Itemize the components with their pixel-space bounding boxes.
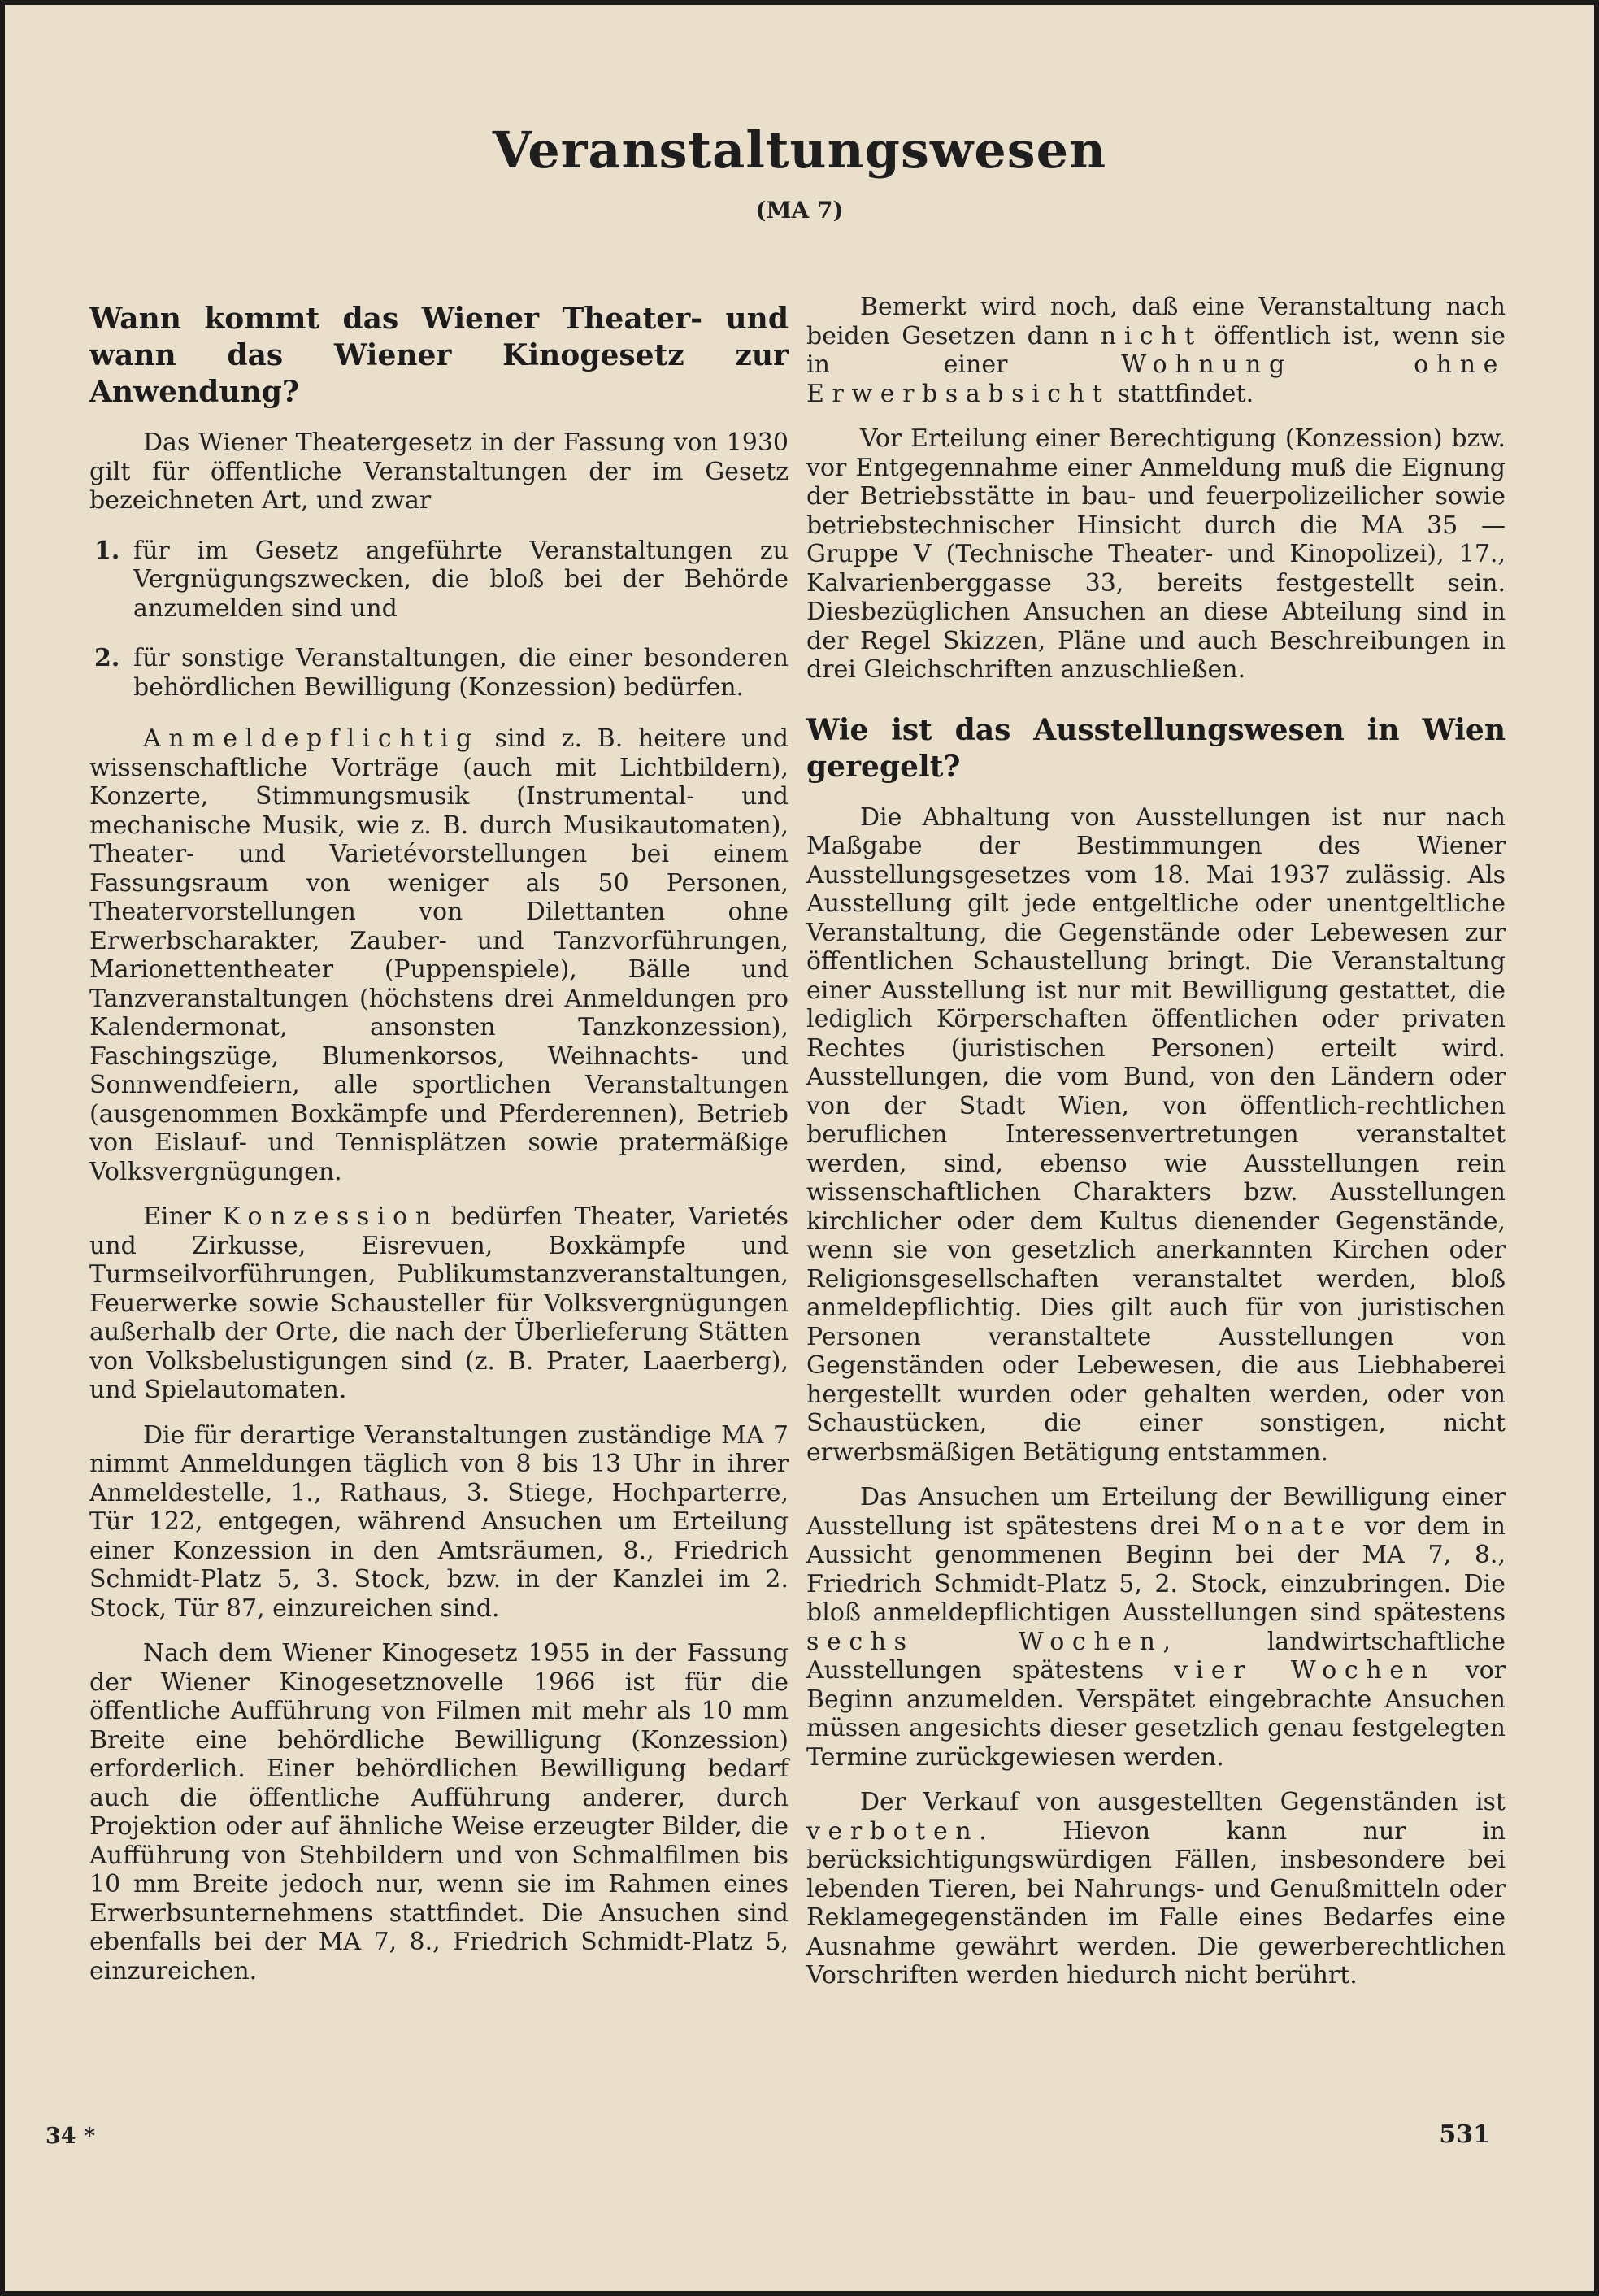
section-heading-theater-kino: Wann kommt das Wiener Theater- und wann das Wiener Kinogesetz zur Anwendung? xyxy=(89,302,789,409)
paragraph-konzession xyxy=(89,1202,789,1405)
term-anmeldepflichtig: Anmeldepflichtig xyxy=(143,724,480,753)
paragraph-ma7-contact: Die für derartige Veranstaltungen zuständige MA 7 nimmt Anmeldungen täglich von 8 bis 13 Uhr in ihrer Anmeldestelle, 1., Rathaus, 3. Stiege, Hochparterre, Tür 122, entgegen, während Ansuchen um Erteilung einer Konzession in den Amtsräumen, 8., Friedrich Schmidt-Platz 5, 3. Stock, bzw. in der Kanzlei im 2. Stock, Tür 87, einzureichen sind. xyxy=(89,1420,789,1623)
term-wohnung-ohne-erwerbsabsicht: Wohnung ohne Erwerbsabsicht xyxy=(806,350,1506,408)
paragraph-text: sind z. B. heitere und wissenschaftliche Vorträge (auch mit Lichtbildern), Konzerte, Stimmungsmusik (Instrumental- und mechanische Musik, wie z. B. durch Musikautomaten), Theater- und Varietévorstellungen bei einem Fassungsraum von weniger als 50 Personen, Theatervorstellungen von Dilettanten ohne Erwerbscharakter, Zauber- und Tanzvorführungen, Marionettentheater (Puppenspiele), Bälle und Tanzveranstaltungen (höchstens drei Anmeldungen pro Kalendermonat, ansonsten Tanzkonzession), Faschingszüge, Blumenkorsos, Weihnachts- und Sonnwendfeiern, alle sportlichen Veranstaltungen (ausgenommen Boxkämpfe und Pferderennen), Betrieb von Eislauf- und Tennisplätzen sowie pratermäßige Volksvergnügungen. xyxy=(89,724,789,1186)
term-vier-wochen: vier Wochen xyxy=(1174,1656,1436,1685)
paragraph-text: . Hievon kann nur in berücksichtigungswürdigen Fällen, insbesondere bei lebenden Tieren, bei Nahrungs- und Genußmitteln oder Reklamegegenständen im Falle eines Bedarfes eine Ausnahme gewährt werden. Die gewerberechtlichen Vorschriften werden hiedurch nicht berührt. xyxy=(806,1816,1506,1989)
paragraph-text: Bemerkt wird noch, daß eine Veranstaltung nach beiden Gesetzen dann xyxy=(806,293,1506,350)
paragraph-verkauf xyxy=(806,1788,1506,1990)
list-item-number: 2. xyxy=(94,644,120,672)
list-item-text: für im Gesetz angeführte Veranstaltungen zu Vergnügungszwecken, die bloß bei der Behörde anzumelden sind und xyxy=(133,536,789,623)
page-subtitle: (MA 7) xyxy=(755,197,844,224)
term-nicht: nicht xyxy=(1100,321,1202,350)
paragraph-text: öffentlich ist, wenn sie in einer xyxy=(806,321,1506,379)
numbered-list xyxy=(89,537,789,702)
term-monate: Monate xyxy=(1211,1511,1353,1541)
section-heading-ausstellungswesen: Wie ist das Ausstellungswesen in Wien geregelt? xyxy=(806,712,1506,784)
left-column xyxy=(89,293,789,2002)
paragraph-ansuchen xyxy=(806,1483,1506,1772)
paragraph-bemerkt xyxy=(806,293,1506,408)
list-item-text: für sonstige Veranstaltungen, die einer besonderen behördlichen Bewilligung (Konzession) bedürfen. xyxy=(133,644,789,702)
paragraph-text: vor dem in Aussicht genommenen Beginn bei der MA 7, 8., Friedrich Schmidt-Platz 5, 2. Stock, einzubringen. Die bloß anmeldepflichtigen Ausstellungen sind spätestens xyxy=(806,1511,1506,1627)
footer-signature-mark: 34 * xyxy=(46,2124,96,2149)
paragraph-vor-erteilung: Vor Erteilung einer Berechtigung (Konzession) bzw. vor Entgegennahme einer Anmeldung muß die Eignung der Betriebsstätte in bau- und feuerpolizeilicher sowie betriebstechnischer Hinsicht durch die MA 35 — Gruppe V (Technische Theater- und Kinopolizei), 17., Kalvarienberggasse 33, bereits festgestellt sein. Diesbezüglichen Ansuchen an diese Abteilung sind in der Regel Skizzen, Pläne und auch Beschreibungen in drei Gleichschriften anzuschließen. xyxy=(806,424,1506,684)
paragraph-intro: Das Wiener Theatergesetz in der Fassung von 1930 gilt für öffentliche Veranstaltungen der im Gesetz bezeichneten Art, und zwar xyxy=(89,428,789,515)
list-item-number: 1. xyxy=(94,536,120,565)
term-sechs-wochen: sechs Wochen xyxy=(806,1627,1163,1656)
page-title: Veranstaltungswesen xyxy=(492,120,1107,180)
list-item xyxy=(89,537,789,624)
paragraph-text: Der Verkauf von ausgestellten Gegenständen ist xyxy=(860,1788,1506,1816)
paragraph-text: bedürfen Theater, Varietés und Zirkusse, Eisrevuen, Boxkämpfe und Turmseilvorführungen, Publikumstanzveranstaltungen, Feuerwerke sowie Schausteller für Volksvergnügungen außerhalb der Orte, die nach der Überlieferung Stätten von Volksbelustigungen sind (z. B. Prater, Laaerberg), und Spielautomaten. xyxy=(89,1202,789,1404)
paragraph-kinogesetz: Nach dem Wiener Kinogesetz 1955 in der Fassung der Wiener Kinogesetznovelle 1966 ist für die öffentliche Aufführung von Filmen mit mehr als 10 mm Breite eine behördliche Bewilligung (Konzession) erforderlich. Einer behördlichen Bewilligung bedarf auch die öffentliche Aufführung anderer, durch Projektion oder auf ähnliche Weise erzeugter Bilder, die Aufführung von Stehbildern und von Schmalfilmen bis 10 mm Breite jedoch nur, wenn sie im Rahmen eines Erwerbsunternehmens stattfindet. Die Ansuchen sind ebenfalls bei der MA 7, 8., Friedrich Schmidt-Platz 5, einzureichen. xyxy=(89,1639,789,1985)
paragraph-anmeldepflichtig xyxy=(89,724,789,1186)
page-number: 531 xyxy=(1439,2120,1490,2149)
paragraph-text: stattfindet. xyxy=(1110,379,1254,408)
paragraph-abhaltung: Die Abhaltung von Ausstellungen ist nur nach Maßgabe der Bestimmungen des Wiener Ausstellungsgesetzes vom 18. Mai 1937 zulässig. Als Ausstellung gilt jede entgeltliche oder unentgeltliche Veranstaltung, die Gegenstände oder Lebewesen zur öffentlichen Schaustellung bringt. Die Veranstaltung einer Ausstellung ist nur mit Bewilligung gestattet, die lediglich Körperschaften öffentlichen oder privaten Rechtes (juristischen Personen) erteilt wird. Ausstellungen, die vom Bund, von den Ländern oder von der Stadt Wien, von öffentlich-rechtlichen beruflichen Interessenvertretungen veranstaltet werden, sind, ebenso wie Ausstellungen rein wissenschaftlichen Charakters bzw. Ausstellungen kirchlicher oder dem Kultus dienender Gegenstände, wenn sie von gesetzlich anerkannten Kirchen oder Religionsgesellschaften veranstaltet werden, bloß anmeldepflichtig. Dies gilt auch für von juristischen Personen veranstaltete Ausstellungen von Gegenständen oder Lebewesen, die aus Liebhaberei hergestellt wurden oder gehalten werden, oder von Schaustücken, die einer sonstigen, nicht erwerbsmäßigen Betätigung entstammen. xyxy=(806,802,1506,1467)
paragraph-text: Einer xyxy=(143,1202,223,1231)
list-item xyxy=(89,644,789,702)
term-konzession: Konzession xyxy=(222,1202,439,1231)
paragraph-text: vor Beginn anzumelden. Verspätet eingebrachte Ansuchen müssen angesichts dieser gesetzlich genau festgelegten Termine zurückgewiesen werden. xyxy=(806,1656,1506,1772)
paragraph-text: Das Ansuchen um Erteilung der Bewilligung einer Ausstellung ist spätestens drei xyxy=(806,1483,1506,1541)
term-verboten: verboten xyxy=(806,1816,980,1846)
right-column xyxy=(806,293,1506,2007)
paragraph-text: , landwirtschaftliche Ausstellungen spätestens xyxy=(806,1627,1506,1685)
